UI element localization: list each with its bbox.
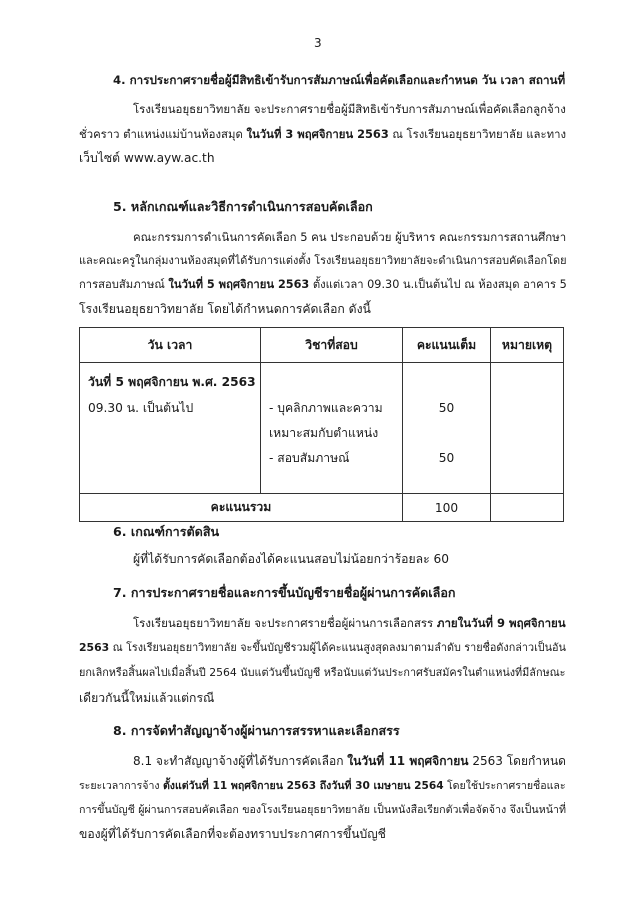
- section8-heading: 8. การจัดทำสัญญาจ้างผู้ผ่านการสรรหาและเลือกสรร: [113, 723, 400, 738]
- table-header-row: [80, 328, 564, 363]
- section8-line4: ของผู้ที่ได้รับการคัดเลือกที่จะต้องทราบประกาศการขึ้นบัญชี: [79, 827, 386, 841]
- section7-line1-a: โรงเรียนอยุธยาวิทยาลัย จะประกาศรายชื่อผู้ผ่านการเลือกสรร: [133, 616, 434, 630]
- section5-line3-c: ตั้งแต่เวลา 09.30 น.เป็นต้นไป ณ ห้องสมุด อาคาร 5: [312, 278, 567, 291]
- cell-datetime: [80, 363, 261, 494]
- section5-line4: โรงเรียนอยุธยาวิทยาลัย โดยได้กำหนดการคัดเลือก ดังนี้: [79, 302, 371, 316]
- section7-line3: ยกเลิกหรือสิ้นผลไปเมื่อสิ้นปี 2564 นับแต่วันขึ้นบัญชี หรือนับแต่วันประกาศรับสมัครในตำแหน่งที่มีลักษณะ: [79, 666, 566, 679]
- section7-line2: [79, 640, 566, 656]
- section8-line1-a: 8.1 จะทำสัญญาจ้างผู้ที่ได้รับการคัดเลือก: [133, 754, 344, 768]
- section5-exam-date: ในวันที่ 5 พฤศจิกายน 2563: [168, 278, 310, 291]
- section8-employment-period: ตั้งแต่วันที่ 11 พฤศจิกายน 2563 ถึงวันที่ 30 เมษายน 2564: [162, 780, 444, 792]
- score2: 50: [438, 451, 455, 465]
- section8-line3: การขึ้นบัญชี ผู้ผ่านการสอบคัดเลือก ของโรงเรียนอยุธยาวิทยาลัย เป็นหนังสือเรียกตัวเพื่อจัดจ้าง จึงเป็นหน้าที่: [79, 803, 567, 816]
- table-header-full-score: คะแนนเต็ม: [403, 328, 491, 363]
- section6-heading: 6. เกณฑ์การตัดสิน: [113, 524, 220, 539]
- section7-line2-b: ณ โรงเรียนอยุธยาวิทยาลัย จะขึ้นบัญชีรวมผู้ได้คะแนนสูงสุดลงมาตามลำดับ รายชื่อดังกล่าวเป็นอัน: [112, 641, 566, 654]
- exam-time: 09.30 น. เป็นต้นไป: [88, 401, 194, 415]
- section5-line1: คณะกรรมการดำเนินการคัดเลือก 5 คน ประกอบด้วย ผู้บริหาร คณะกรรมการสถานศึกษา: [133, 230, 567, 244]
- section7-heading: 7. การประกาศรายชื่อและการขึ้นบัญชีรายชื่อผู้ผ่านการคัดเลือก: [113, 585, 456, 600]
- section8-line2: [79, 778, 566, 794]
- section5-line3: [79, 277, 567, 293]
- score1: 50: [438, 401, 455, 415]
- section5-line3-a: การสอบสัมภาษณ์: [79, 278, 165, 291]
- section4-heading: 4. การประกาศรายชื่อผู้มีสิทธิเข้ารับการสัมภาษณ์เพื่อคัดเลือกและกำหนด วัน เวลา สถานที่: [113, 73, 566, 87]
- section7-line4: เดียวกันนี้ใหม่แล้วแต่กรณี: [79, 691, 215, 705]
- subject2: - สอบสัมภาษณ์: [269, 451, 350, 465]
- section4-para-line3: เว็บไซต์ www.ayw.ac.th: [79, 151, 215, 165]
- section8-line2-c: โดยใช้ประกาศรายชื่อและ: [447, 780, 566, 792]
- section4-announce-date: ในวันที่ 3 พฤศจิกายน 2563: [246, 127, 389, 141]
- total-label: คะแนนรวม: [80, 494, 403, 522]
- section4-para-line2-a: ชั่วคราว ตำแหน่งแม่บ้านห้องสมุด: [79, 127, 243, 141]
- table-row: [80, 363, 564, 494]
- section4-para-line2-c: ณ โรงเรียนอยุธยาวิทยาลัย และทาง: [392, 127, 567, 141]
- page-number: 3: [314, 36, 322, 50]
- total-remark: [491, 494, 564, 522]
- cell-scores: [403, 363, 491, 494]
- section8-line1-c: 2563 โดยกำหนด: [472, 754, 566, 768]
- cell-remark: [491, 363, 564, 494]
- section4-para-line1: โรงเรียนอยุธยาวิทยาลัย จะประกาศรายชื่อผู้มีสิทธิเข้ารับการสัมภาษณ์เพื่อคัดเลือกลูกจ้าง: [133, 102, 566, 116]
- section5-heading: 5. หลักเกณฑ์และวิธีการดำเนินการสอบคัดเลือก: [113, 199, 373, 214]
- cell-subjects: [261, 363, 403, 494]
- section8-line1: [133, 753, 566, 769]
- total-value: 100: [403, 494, 491, 522]
- table-header-subject: วิชาที่สอบ: [261, 328, 403, 363]
- subject1-line1: - บุคลิกภาพและความ: [269, 401, 383, 415]
- section5-line2: และคณะครูในกลุ่มงานห้องสมุดที่ได้รับการแต่งตั้ง โรงเรียนอยุธยาวิทยาลัยจะดำเนินการสอบคัดเลือกโดย: [79, 254, 567, 267]
- section7-announce-date: ภายในวันที่ 9 พฤศจิกายน: [436, 616, 566, 630]
- section7-line1: [133, 615, 566, 631]
- section8-contract-date: ในวันที่ 11 พฤศจิกายน: [347, 754, 469, 768]
- section6-line1: ผู้ที่ได้รับการคัดเลือกต้องได้คะแนนสอบไม่น้อยกว่าร้อยละ 60: [133, 552, 450, 566]
- subject1-line2: เหมาะสมกับตำแหน่ง: [269, 426, 379, 440]
- table-header-remark: หมายเหตุ: [491, 328, 564, 363]
- table-total-row: [80, 494, 564, 522]
- exam-schedule-table: [79, 327, 564, 522]
- section4-para-line2: [79, 126, 566, 142]
- section8-line2-a: ระยะเวลาการจ้าง: [79, 780, 160, 792]
- exam-date: วันที่ 5 พฤศจิกายน พ.ศ. 2563: [88, 375, 256, 389]
- table-header-datetime: วัน เวลา: [80, 328, 261, 363]
- section7-year: 2563: [79, 641, 110, 654]
